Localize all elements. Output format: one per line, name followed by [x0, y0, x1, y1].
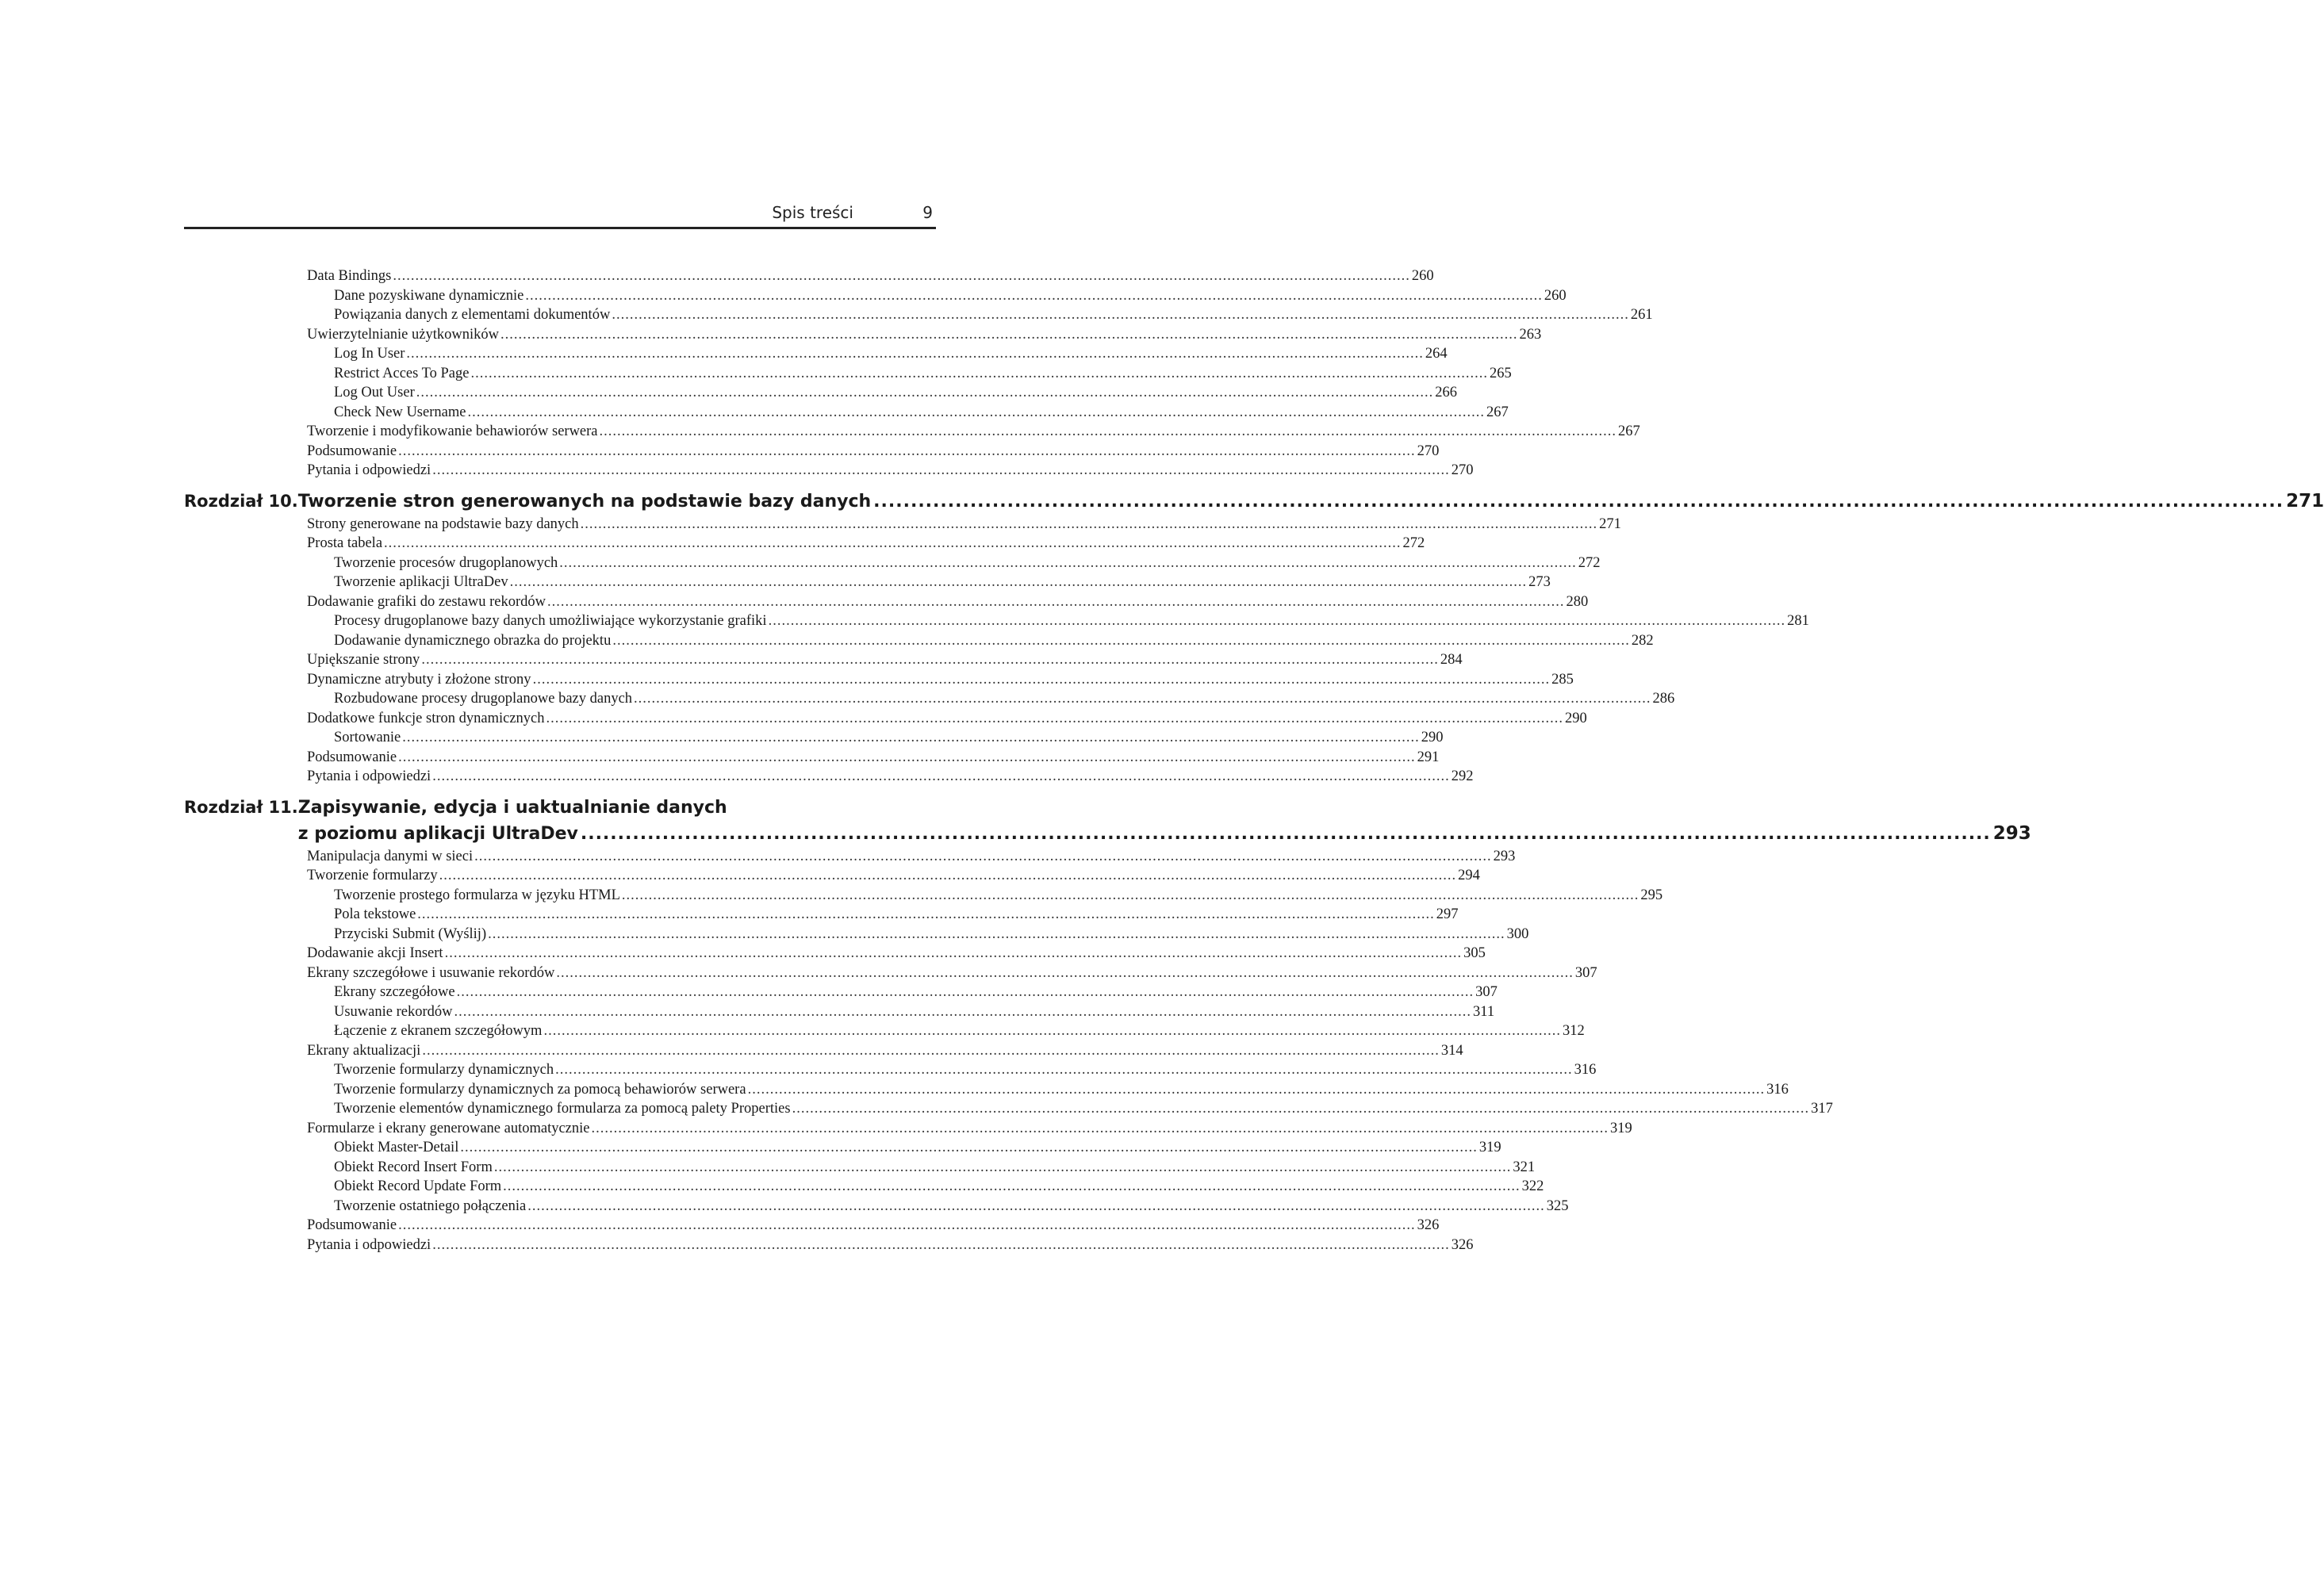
- toc-entry-title: Rozbudowane procesy drugoplanowe bazy danych: [334, 691, 633, 707]
- toc-entry-title: Tworzenie formularzy: [307, 868, 438, 883]
- toc-entry-title: Tworzenie formularzy dynamicznych za pomocą behawiorów serwera: [334, 1081, 746, 1098]
- toc-subsection-entry: [334, 1158, 1536, 1178]
- dot-leader: [494, 1158, 1512, 1178]
- toc-entry-page: 316: [1766, 1081, 1789, 1098]
- toc-entry-title: Data Bindings: [307, 268, 392, 284]
- toc-entry-title: Podsumowanie: [307, 1217, 397, 1233]
- dot-leader: [769, 611, 1786, 631]
- toc-subsection-entry: [334, 1002, 1495, 1022]
- dot-leader: [748, 1080, 1766, 1100]
- toc-entry-page: 285: [1551, 671, 1574, 688]
- toc-entry-title: Dane pozyskiwane dynamicznie: [334, 287, 524, 304]
- toc-entry-page: 292: [1451, 768, 1474, 784]
- toc-entry-title: Tworzenie elementów dynamicznego formularza za pomocą palety Properties: [334, 1101, 791, 1117]
- toc-entry-page: 267: [1618, 423, 1640, 439]
- toc-section-entry: [307, 1041, 1463, 1061]
- toc-entry-page: 282: [1631, 632, 1654, 649]
- toc-section-entry: [307, 767, 1474, 787]
- toc-entry-page: 263: [1519, 326, 1542, 343]
- toc-entry-page: 311: [1473, 1003, 1495, 1020]
- dot-leader: [416, 383, 1434, 403]
- toc-entry-page: 267: [1486, 404, 1509, 420]
- toc-subsection-entry: [334, 1138, 1501, 1158]
- toc-section-entry: [307, 442, 1440, 462]
- toc-entry-title: Dodatkowe funkcje stron dynamicznych: [307, 710, 545, 726]
- toc-section-entry: [307, 709, 1587, 729]
- dot-leader: [873, 489, 2284, 515]
- dot-leader: [546, 709, 1564, 729]
- chapter-page: 271: [2286, 490, 2324, 512]
- toc-subsection-entry: [334, 1021, 1585, 1041]
- toc-subsection-entry: [334, 383, 1457, 403]
- toc-subsection-entry: [334, 611, 1809, 631]
- dot-leader: [559, 554, 1577, 573]
- toc-subsection-entry: [334, 403, 1509, 423]
- toc-entry-title: Sortowanie: [334, 730, 401, 745]
- toc-section-entry: [307, 944, 1486, 964]
- toc-section-entry: [307, 325, 1542, 345]
- toc-entry-title: Obiekt Record Update Form: [334, 1178, 502, 1194]
- dot-leader: [555, 1060, 1573, 1080]
- toc-entry-page: 325: [1546, 1197, 1569, 1214]
- chapter-title-line: Tworzenie stron generowanych na podstawie bazy danych: [297, 491, 872, 512]
- toc-subsection-entry: [334, 983, 1498, 1002]
- toc-section-entry: [307, 1119, 1632, 1139]
- dot-leader: [439, 866, 1457, 886]
- dot-leader: [525, 286, 1543, 306]
- toc-entry-title: Dynamiczne atrybuty i złożone strony: [307, 671, 531, 688]
- dot-leader: [417, 905, 1435, 925]
- dot-leader: [470, 364, 1488, 384]
- toc-subsection-entry: [334, 573, 1551, 592]
- toc-entry-title: Ekrany szczegółowe i usuwanie rekordów: [307, 964, 555, 981]
- toc-entry-title: Ekrany szczegółowe: [334, 984, 455, 1000]
- dot-leader: [527, 1197, 1545, 1217]
- dot-leader: [543, 1021, 1561, 1041]
- toc-section-entry: [307, 748, 1440, 768]
- toc-section-entry: [307, 1236, 1474, 1255]
- dot-leader: [533, 670, 1551, 690]
- toc-entry-title: Log In User: [334, 346, 405, 362]
- toc-entry-page: 293: [1493, 848, 1516, 864]
- toc-entry-page: 273: [1528, 574, 1551, 590]
- dot-leader: [591, 1119, 1609, 1139]
- toc-subsection-entry: [334, 554, 1601, 573]
- toc-entry-page: 319: [1478, 1140, 1501, 1155]
- toc-section-entry: [307, 534, 1425, 554]
- chapter-number: Rozdział 10.: [184, 491, 298, 511]
- running-title: Spis treści: [772, 203, 853, 222]
- toc-entry-title: Restrict Acces To Page: [334, 365, 470, 381]
- dot-leader: [622, 886, 1639, 906]
- dot-leader: [398, 748, 1416, 768]
- toc-subsection-entry: [334, 1060, 1597, 1080]
- dot-leader: [398, 442, 1416, 462]
- toc-subsection-entry: [334, 344, 1448, 364]
- dot-leader: [556, 964, 1574, 983]
- toc-entry-page: 307: [1574, 964, 1597, 981]
- dot-leader: [402, 728, 1420, 748]
- toc-subsection-entry: [334, 286, 1567, 306]
- toc-entry-page: 316: [1574, 1062, 1597, 1078]
- toc-entry-title: Pytania i odpowiedzi: [307, 768, 431, 784]
- toc-chapter-heading: [184, 489, 2324, 515]
- toc-section-entry: [307, 670, 1574, 690]
- toc-entry-title: Podsumowanie: [307, 749, 397, 765]
- dot-leader: [503, 1177, 1521, 1197]
- toc-entry-page: 319: [1609, 1120, 1632, 1136]
- dot-leader: [393, 266, 1410, 286]
- dot-leader: [384, 534, 1402, 554]
- toc-entry-title: Procesy drugoplanowe bazy danych umożliwiające wykorzystanie grafiki: [334, 613, 767, 629]
- toc-subsection-entry: [334, 689, 1675, 709]
- toc-entry-title: Przyciski Submit (Wyślij): [334, 925, 487, 942]
- toc-entry-page: 281: [1787, 613, 1809, 629]
- dot-leader: [600, 422, 1617, 442]
- toc-section-entry: [307, 461, 1474, 481]
- toc-entry-title: Formularze i ekrany generowane automatycznie: [307, 1120, 590, 1136]
- toc-entry-page: 314: [1440, 1042, 1463, 1059]
- toc-entry-title: Obiekt Master-Detail: [334, 1140, 459, 1155]
- toc-entry-title: Podsumowanie: [307, 443, 397, 459]
- toc-subsection-entry: [334, 1080, 1789, 1100]
- toc-subsection-entry: [334, 1197, 1569, 1217]
- toc-entry-page: 272: [1578, 554, 1601, 571]
- dot-leader: [422, 1041, 1440, 1061]
- chapter-number: Rozdział 11.: [184, 797, 298, 817]
- toc-entry-title: Tworzenie i modyfikowanie behawiorów serwera: [307, 423, 598, 439]
- toc-entry-title: Check New Username: [334, 404, 466, 420]
- toc-subsection-entry: [334, 631, 1654, 651]
- toc-entry-page: 305: [1463, 945, 1486, 961]
- toc-entry-page: 286: [1652, 691, 1675, 707]
- toc-entry-title: Pytania i odpowiedzi: [307, 1236, 431, 1253]
- table-of-contents: [184, 266, 2324, 1255]
- dot-leader: [612, 631, 1630, 651]
- toc-entry-title: Prosta tabela: [307, 535, 383, 551]
- toc-entry-title: Dodawanie dynamicznego obrazka do projektu: [334, 632, 612, 649]
- toc-entry-title: Pola tekstowe: [334, 906, 416, 922]
- toc-entry-page: 291: [1417, 749, 1440, 765]
- toc-entry-page: 322: [1521, 1178, 1544, 1194]
- dot-leader: [398, 1216, 1416, 1236]
- toc-entry-page: 271: [1599, 515, 1621, 532]
- toc-subsection-entry: [334, 364, 1512, 384]
- toc-entry-title: Usuwanie rekordów: [334, 1003, 453, 1020]
- toc-entry-page: 270: [1451, 462, 1474, 478]
- toc-subsection-entry: [334, 1099, 1833, 1119]
- toc-entry-title: Tworzenie prostego formularza w języku HTML: [334, 887, 620, 903]
- dot-leader: [445, 944, 1463, 964]
- toc-entry-page: 294: [1458, 868, 1480, 883]
- toc-section-entry: [307, 650, 1463, 670]
- dot-leader: [432, 461, 1450, 481]
- toc-subsection-entry: [334, 1177, 1544, 1197]
- toc-entry-page: 284: [1440, 652, 1463, 668]
- chapter-title-line: z poziomu aplikacji UltraDev: [297, 823, 578, 844]
- dot-leader: [510, 573, 1528, 592]
- toc-section-entry: [307, 422, 1640, 442]
- toc-entry-page: 272: [1402, 535, 1425, 551]
- dot-leader: [547, 592, 1565, 612]
- dot-leader: [474, 847, 1492, 867]
- dot-leader: [581, 822, 1991, 847]
- toc-entry-page: 261: [1630, 307, 1653, 323]
- toc-subsection-entry: [334, 925, 1529, 945]
- toc-entry-title: Manipulacja danymi w sieci: [307, 848, 474, 864]
- toc-section-entry: [307, 964, 1597, 983]
- toc-subsection-entry: [334, 905, 1459, 925]
- toc-entry-title: Pytania i odpowiedzi: [307, 462, 431, 478]
- toc-entry-title: Tworzenie aplikacji UltraDev: [334, 574, 508, 590]
- toc-entry-title: Obiekt Record Insert Form: [334, 1159, 493, 1175]
- toc-entry-title: Strony generowane na podstawie bazy danych: [307, 515, 579, 532]
- toc-entry-page: 321: [1513, 1159, 1536, 1175]
- toc-entry-page: 300: [1506, 925, 1529, 942]
- dot-leader: [457, 983, 1475, 1002]
- toc-entry-page: 264: [1425, 346, 1448, 362]
- toc-entry-page: 326: [1417, 1217, 1440, 1233]
- page-header: [184, 203, 936, 229]
- toc-entry-title: Dodawanie grafiki do zestawu rekordów: [307, 593, 546, 610]
- toc-entry-page: 290: [1421, 730, 1444, 745]
- toc-entry-title: Tworzenie formularzy dynamicznych: [334, 1062, 554, 1078]
- toc-entry-page: 260: [1544, 287, 1567, 304]
- toc-section-entry: [307, 515, 1621, 535]
- toc-subsection-entry: [334, 728, 1444, 748]
- toc-entry-title: Tworzenie ostatniego połączenia: [334, 1197, 527, 1214]
- dot-leader: [460, 1138, 1478, 1158]
- dot-leader: [792, 1099, 1810, 1119]
- toc-entry-page: 312: [1562, 1023, 1585, 1039]
- dot-leader: [454, 1002, 1472, 1022]
- toc-entry-page: 266: [1435, 385, 1457, 400]
- toc-entry-page: 260: [1411, 268, 1434, 284]
- toc-section-entry: [307, 1216, 1440, 1236]
- dot-leader: [432, 767, 1450, 787]
- toc-entry-page: 295: [1640, 887, 1663, 903]
- toc-section-entry: [307, 866, 1480, 886]
- toc-entry-title: Uwierzytelnianie użytkowników: [307, 326, 499, 343]
- page-number: 9: [922, 203, 933, 222]
- toc-entry-title: Powiązania danych z elementami dokumentów: [334, 307, 611, 323]
- dot-leader: [406, 344, 1424, 364]
- dot-leader: [500, 325, 1518, 345]
- dot-leader: [612, 305, 1629, 325]
- toc-section-entry: [307, 266, 1434, 286]
- toc-entry-title: Upiększanie strony: [307, 652, 420, 668]
- toc-entry-page: 326: [1451, 1236, 1474, 1253]
- toc-section-entry: [307, 592, 1589, 612]
- dot-leader: [421, 650, 1439, 670]
- toc-entry-title: Dodawanie akcji Insert: [307, 945, 443, 961]
- chapter-page: 293: [1992, 822, 2031, 844]
- chapter-title-line: Zapisywanie, edycja i uaktualnianie danych: [297, 797, 727, 818]
- toc-chapter-heading: [184, 795, 2031, 847]
- toc-entry-title: Tworzenie procesów drugoplanowych: [334, 554, 558, 571]
- toc-subsection-entry: [334, 886, 1663, 906]
- toc-entry-page: 290: [1565, 710, 1587, 726]
- toc-entry-page: 297: [1436, 906, 1459, 922]
- toc-entry-title: Łączenie z ekranem szczegółowym: [334, 1023, 543, 1039]
- dot-leader: [634, 689, 1651, 709]
- dot-leader: [432, 1236, 1450, 1255]
- toc-entry-title: Ekrany aktualizacji: [307, 1042, 421, 1059]
- toc-subsection-entry: [334, 305, 1653, 325]
- toc-entry-page: 270: [1417, 443, 1440, 459]
- toc-entry-page: 317: [1811, 1101, 1833, 1117]
- dot-leader: [581, 515, 1598, 535]
- toc-entry-page: 307: [1475, 984, 1498, 1000]
- toc-entry-page: 280: [1566, 593, 1589, 610]
- dot-leader: [488, 925, 1505, 945]
- dot-leader: [467, 403, 1485, 423]
- toc-entry-title: Log Out User: [334, 385, 415, 400]
- toc-section-entry: [307, 847, 1516, 867]
- toc-entry-page: 265: [1489, 365, 1512, 381]
